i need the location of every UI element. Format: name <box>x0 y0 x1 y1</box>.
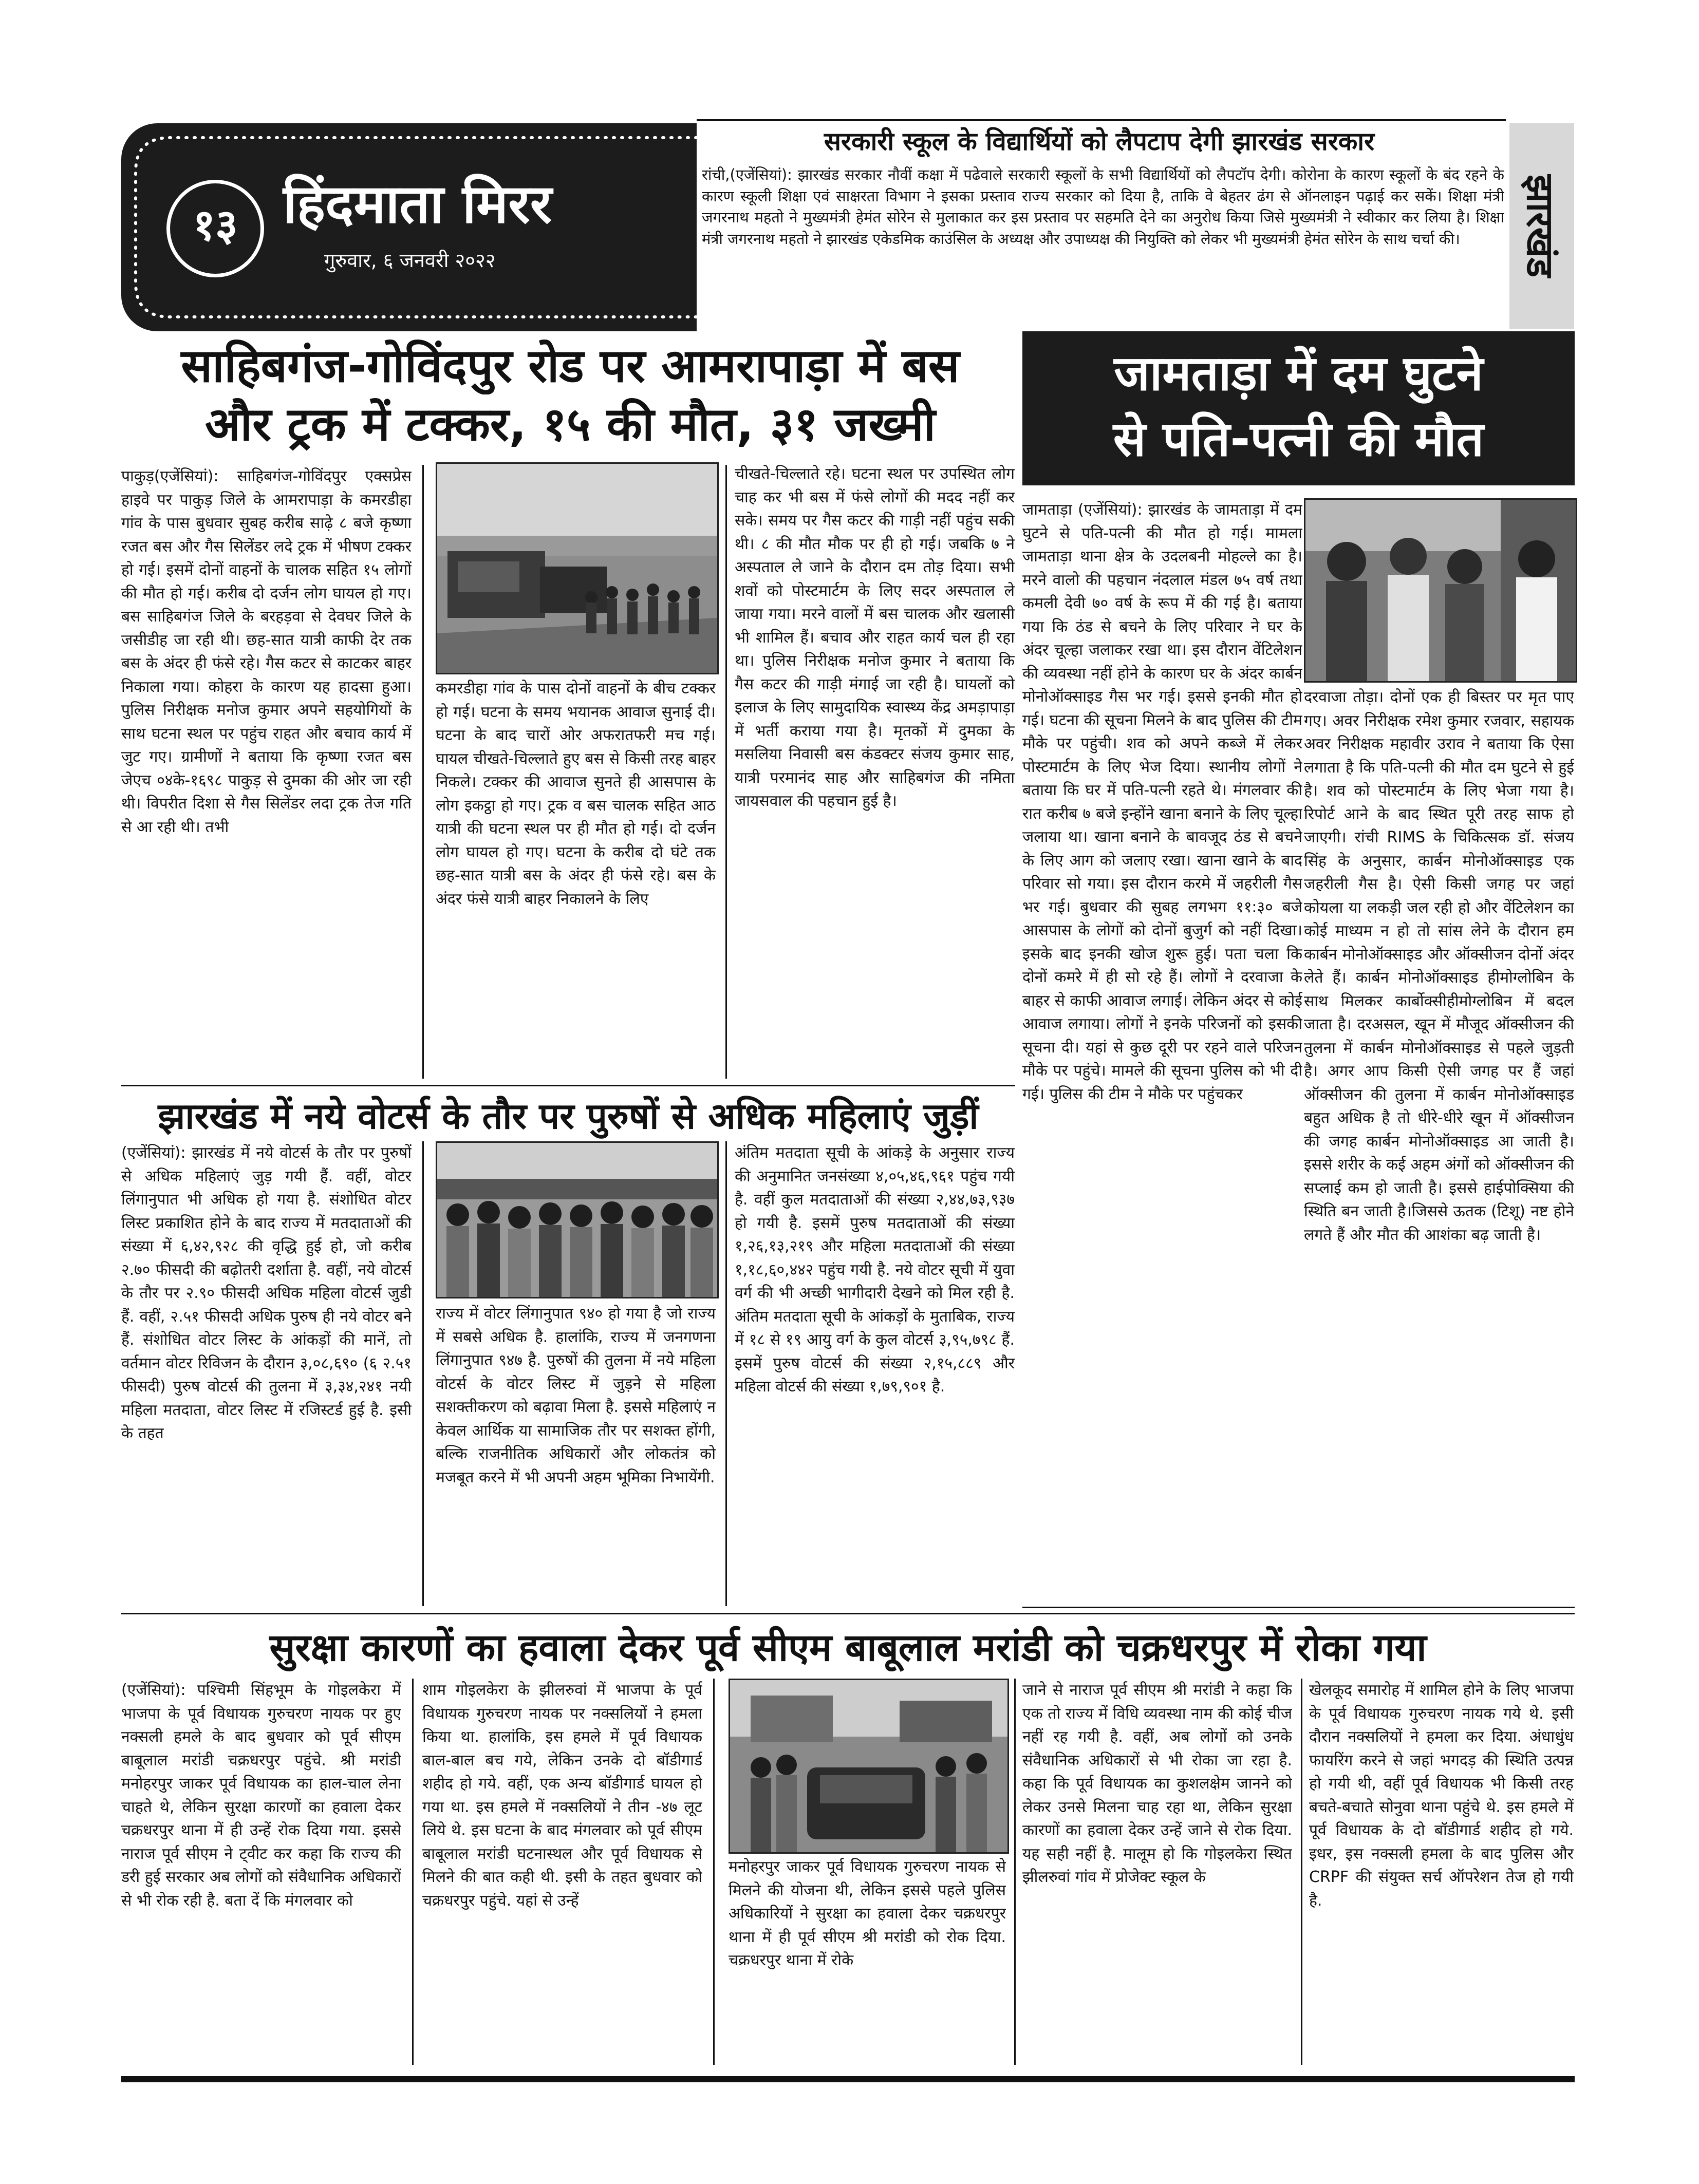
section-label: झारखंड <box>1519 175 1562 277</box>
story1-headline-line1: साहिबगंज-गोविंदपुर रोड पर आमरापाड़ा में बस <box>181 339 960 393</box>
story4-col5: खेलकूद समारोह में शामिल होने के लिए भाजपा के पूर्व विधायक गुरुचरण नायक गये थे. इसी दौरान नक्सलियों ने हमला कर दिया. अंधाधुंध फायरिंग करने से जहां भगदड़ की स्थिति उत्पन्न हो गयी थी, वहीं पूर्व विधायक भी किसी तरह बचते-बचाते सोनुवा थाना पहुंचे थे. इस हमले में पूर्व विधायक के दो बॉडीगार्ड शहीद हो गये. इधर, इस नक्सली हमला के बाद पुलिस और CRPF की संयुक्त सर्च ऑपरेशन तेज हो गयी है. <box>1309 1681 1574 1910</box>
column-rule <box>1014 1679 1016 2065</box>
story4-headline: सुरक्षा कारणों का हवाला देकर पूर्व सीएम बाबूलाल मरांडी को चक्रधरपुर में रोका गया <box>269 1626 1427 1670</box>
brief-headline: सरकारी स्कूल के विद्यार्थियों को लैपटाप देगी झारखंड सरकार <box>824 127 1375 156</box>
section-label-box <box>1509 123 1574 329</box>
story3-bottom-rule <box>121 1613 1575 1614</box>
story3-col1: (एजेंसियां): झारखंड में नये वोटर्स के तौर पर पुरुषों से अधिक महिलाएं जुड़ गयी हैं. वहीं, वोटर लिंगानुपात भी अधिक हो गया है. संशोधित वोटर लिस्ट प्रकाशित होने के बाद राज्य में मतदाताओं की संख्या में ६,४२,९२८ की वृद्धि हुई हो, जो करीब २.७० फीसदी की बढ़ोतरी दर्शाता है. वहीं, नये वोटर्स के तौर पर २.९० फीसदी अधिक महिला वोटर्स जुडी हैं. वहीं, २.५१ फीसदी अधिक पुरुष ही नये वोटर बने हैं. संशोधित वोटर लिस्ट के आंकड़ों की मानें, तो वर्तमान वोटर रिविजन के दौरान ३,०८,६९० (६ २.५१ फीसदी) पुरुष वोटर्स की तुलना में ३,३४,२४१ नयी महिला मतदाता, वोटर लिस्ट में रजिस्टर्ड हुई है. इसी के तहत <box>121 1144 412 1442</box>
bus-truck-accident-photo <box>436 462 719 674</box>
column-rule <box>725 1141 727 1606</box>
police-station-photo <box>729 1679 1009 1854</box>
story3-col3: अंतिम मतदाता सूची के आंकड़े के अनुसार राज्य की अनुमानित जनसंख्या ४,०५,४६,९६१ पहुंच गयी है. वहीं कुल मतदाताओं की संख्या २,४४,७३,९३७ हो गयी है. इसमें पुरुष मतदाताओं की संख्या १,२६,१३,२१९ और महिला मतदाताओं की संख्या १,१८,६०,४४२ पहुंच गयी है. नये वोटर सूची में युवा वर्ग की भी अच्छी भागीदारी देखने को मिल रही है. अंतिम मतदाता सूची के आंकड़ों के मुताबिक, राज्य में १८ से १९ आयु वर्ग के कुल वोटर्स ३,९५,७९८ हैं. इसमें पुरुष वोटर्स की संख्या २,१५,८८९ और महिला वोटर्स की संख्या १,७९,९०१ है. <box>735 1144 1015 1396</box>
story1-col3: चीखते-चिल्लाते रहे। घटना स्थल पर उपस्थित लोग चाह कर भी बस में फंसे लोगों की मदद नहीं कर सके। समय पर गैस कटर की गाड़ी नहीं पहुंच सकी थी। ८ की मौत मौक पर ही हो गई। जबकि ७ ने अस्पताल ले जाने के दौरान दम तोड़ दिया। सभी शवों को पोस्टमार्टम के लिए सदर अस्पताल ले जाया गया। मरने वालों में बस चालक और खलासी भी शामिल हैं। बचाव और राहत कार्य चल ही रहा था। पुलिस निरीक्षक मनोज कुमार ने बताया कि गैस कटर की गाड़ी मंगाई जा रही है। घायलों को इलाज के लिए सामुदायिक स्वास्थ्य केंद्र अमड़ापाड़ा में भर्ती कराया गया है। मृतकों में दुमका के मसलिया निवासी बस कंडक्टर संजय कुमार साह, यात्री परमानंद साह और साहिबगंज की नमिता जायसवाल की पहचान हुई है। <box>735 465 1015 810</box>
story2-headline-line2: से पति-पत्नी की मौत <box>1113 411 1484 467</box>
page-number: १३ <box>193 200 238 250</box>
issue-date: गुरुवार, ६ जनवरी २०२२ <box>324 249 496 272</box>
masthead <box>121 123 697 331</box>
story2-col1: जामताड़ा (एजेंसियां): झारखंड के जामताड़ा में दम घुटने से पति-पत्नी की मौत हो गई। मामला जामताड़ा थाना क्षेत्र के उदलबनी मोहल्ले का है। मरने वालो की पहचान नंदलाल मंडल ७५ वर्ष तथा कमली देवी ७० वर्ष के रूप में की गई है। बताया गया कि ठंड से बचने के लिए परिवार ने घर के अंदर चूल्हा जलाकर रखा था। इस दौरान वेंटिलेशन की व्यवस्था नहीं होने के कारण घर के अंदर कार्बन मोनोऑक्साइड गैस भर गई। इससे इनकी मौत हो गई। घटना की सूचना मिलने के बाद पुलिस की टीम मौके पर पहुंची। शव को अपने कब्जे में लेकर पोस्टमार्टम के लिए भेज दिया। स्थानीय लोगों ने बताया कि घर में पति-पत्नी रहते थे। मंगलवार की रात करीब ७ बजे इन्होंने खाना बनाने के लिए चूल्हा जलाया था। खाना बनाने के बावजूद ठंड से बचने के लिए आग को जलाए रखा। खाना खाने के बाद परिवार सो गया। इस दौरान करमे में जहरीली गैस भर गई। बुधवार की सुबह लगभग ११:३० बजे आसपास के लोगों को दोनों बुजुर्ग को नहीं दिखा। इसके बाद इनकी खोज शुरू हुई। पता चला कि दोनों कमरे में ही सो रहे हैं। लोगों ने दरवाजा के बाहर से काफी आवाज लगाई। लेकिन अंदर से कोई आवाज लगाया। लोगों ने इनके परिजनों को इसकी सूचना दी। यहां से कुछ दूरी पर रहने वाले परिजन मौके पर पहुंचे। मामले की सूचना पुलिस को भी दी गई। पुलिस की टीम ने मौके पर पहुंचकर <box>1022 501 1302 1103</box>
story2-bottom-rule <box>1022 1607 1575 1608</box>
column-rule <box>422 465 424 1079</box>
story1-bottom-rule <box>121 1085 1015 1086</box>
story4-col2: शाम गोइलकेरा के झीलरुवां में भाजपा के पूर्व विधायक गुरुचरण नायक पर नक्सलियों ने हमला किया था. हालांकि, इस हमले में पूर्व विधायक बाल-बाल बच गये, लेकिन उनके दो बॉडीगार्ड शहीद हो गये. वहीं, एक अन्य बॉडीगार्ड घायल हो गया था. इस हमले में नक्सलियों ने तीन -४७ लूट लिये थे. इस घटना के बाद मंगलवार को पूर्व सीएम बाबूलाल मरांडी घटनास्थल और पूर्व विधायक से मिलने की बात कही थी. इसी के तहत बुधवार को चक्रधरपुर पहुंचे. यहां से उन्हें <box>422 1681 702 1910</box>
story1-caption: कमरडीहा गांव के पास दोनों वाहनों के बीच टक्कर हो गई। घटना के समय भयानक आवाज सुनाई दी। घटना के बाद चारों ओर अफरातफरी मच गई। घायल चीखते-चिल्लाते हुए बस से किसी तरह बाहर निकले। टक्कर की आवाज सुनते ही आसपास के लोग इकट्ठा हो गए। ट्रक व बस चालक सहित आठ यात्री की घटना स्थल पर ही मौत हो गई। दो दर्जन लोग घायल हो गए। घटना के करीब दो घंटे तक छह-सात यात्री बस के अंदर ही फंसे रहे। बस के अंदर फंसे यात्री बाहर निकालने के लिए <box>436 680 716 908</box>
story3-caption: राज्य में वोटर लिंगानुपात ९४० हो गया है जो राज्य में सबसे अधिक है. हालांकि, राज्य में जनगणना लिंगानुपात ९४७ है. पुरुषों की तुलना में नये महिला वोटर्स के वोटर लिस्ट में जुड़ने से महिला सशक्तीकरण को बढ़ावा मिला है. इससे महिलाएं न केवल आर्थिक या सामाजिक तौर पर सशक्त होंगी, बल्कि राजनीतिक अधिकारों और लोकतंत्र को मजबूत करने में भी अपनी अहम भूमिका निभायेंगी. <box>436 1305 716 1486</box>
story4-col4: जाने से नाराज पूर्व सीएम श्री मरांडी ने कहा कि एक तो राज्य में विधि व्यवस्था नाम की कोई चीज नहीं रह गयी है. वहीं, अब लोगों को उनके संवैधानिक अधिकारों से भी रोका जा रहा है. कहा कि पूर्व विधायक का कुशलक्षेम जानने को लेकर उनसे मिलना चाह रहा था, लेकिन सुरक्षा कारणों का हवाला देकर उन्हें जाने से रोक दिया. यह सही नहीं है. मालूम हो कि गोइलकेरा स्थित झीलरुवां गांव में प्रोजेक्ट स्कूल के <box>1022 1681 1292 1886</box>
story1-headline-line2: और ट्रक में टक्कर, १५ की मौत, ३१ जख्मी <box>205 398 936 451</box>
column-rule <box>422 1141 424 1606</box>
column-rule <box>412 1679 414 2065</box>
page-footer-rule <box>121 2076 1575 2082</box>
brief-body: रांची,(एजेंसियां): झारखंड सरकार नौवीं कक्षा में पढेवाले सरकारी स्कूलों के सभी विद्यार्थियों को लैपटॉप देगी। कोरोना के कारण स्कूलों के बंद रहने के कारण स्कूली शिक्षा एवं साक्षरता विभाग ने इसका प्रस्ताव राज्य सरकार को दिया है, ताकि वे बेहतर ढंग से ऑनलाइन पढ़ाई कर सकें। शिक्षा मंत्री जगरनाथ महतो ने मुख्यमंत्री हेमंत सोरेन से मुलाकात कर इस प्रस्ताव पर सहमति देने का अनुरोध किया जिसे मुख्यमंत्री ने स्वीकार कर लिया है। शिक्षा मंत्री जगरनाथ महतो ने झारखंड एकेडमिक काउंसिल के अध्यक्ष और उपाध्यक्ष की नियुक्ति को लेकर भी मुख्यमंत्री हेमंत सोरेन के साथ चर्चा की। <box>702 166 1504 248</box>
brief-rule-top <box>697 119 1506 121</box>
column-rule <box>713 1679 715 2065</box>
story1-col1: पाकुड़(एजेंसियां): साहिबगंज-गोविंदपुर एक्सप्रेस हाइवे पर पाकुड़ जिले के आमरापाड़ा के कमरडीहा गांव के पास बुधवार सुबह करीब साढ़े ८ बजे कृष्णा रजत बस और गैस सिलेंडर लदे ट्रक में भीषण टक्कर हो गई। इसमें दोनों वाहनों के चालक सहित १५ लोगों की मौत हो गई। करीब दो दर्जन लोग घायल हो गए। बस साहिबगंज जिले के बरहड़वा से देवघर जिले के जसीडीह जा रही थी। छह-सात यात्री काफी देर तक बस के अंदर ही फंसे रहे। गैस कटर से काटकर बाहर निकाला गया। कोहरा के कारण यह हादसा हुआ। पुलिस निरीक्षक मनोज कुमार अपने सहयोगियों के साथ घटना स्थल पर पहुंच राहत और बचाव कार्य में जुट गए। ग्रामीणों ने बताया कि कृष्णा रजत बस जेएच ०४के-१६९८ पाकुड़ से दुमका की ओर जा रही थी। विपरीत दिशा से गैस सिलेंडर लदा ट्रक तेज गति से आ रही थी। तभी <box>121 467 412 836</box>
newspaper-title: हिंदमाता मिरर <box>283 173 552 235</box>
story4-col1: (एजेंसियां): पश्चिमी सिंहभूम के गोइलकेरा में भाजपा के पूर्व विधायक गुरुचरण नायक पर हुए नक्सली हमले के बाद बुधवार को पूर्व सीएम बाबूलाल मरांडी चक्रधरपुर पहुंचे. श्री मरांडी मनोहरपुर जाकर पूर्व विधायक का हाल-चाल लेना चाहते थे, लेकिन सुरक्षा कारणों का हवाला देकर चक्रधरपुर थाना में ही उन्हें रोक दिया गया. इससे नाराज पूर्व सीएम ने ट्वीट कर कहा कि राज्य की डरी हुई सरकार अब लोगों को संवैधानिक अधिकारों से भी रोक रही है. बता दें कि मंगलवार को <box>121 1681 401 1910</box>
jamtara-incident-photo <box>1304 498 1577 683</box>
column-rule <box>725 465 727 1079</box>
story2-headline-box <box>1022 331 1575 485</box>
voters-queue-photo <box>436 1141 719 1298</box>
story2-col2: दरवाजा तोड़ा। दोनों एक ही बिस्तर पर मृत पाए गए। अवर निरीक्षक रमेश कुमार रजवार, सहायक अवर निरीक्षक महावीर उराव ने बताया कि ऐसा लगाता है कि पति-पत्नी की मौत दम घुटने से हुई है। शव को पोस्टमार्टम के लिए भेजा गया है। रिपोर्ट आने के बाद स्थित पूरी तरह साफ हो जाएगी। रांची RIMS के चिकित्सक डॉ. संजय सिंह के अनुसार, कार्बन मोनोऑक्साइड एक जहरीली गैस है। ऐसी किसी जगह पर जहां कोयला या लकड़ी जल रही हो और वेंटिलेशन का कोई माध्यम न हो तो सांस लेने के दौरान हम कार्बन मोनोऑक्साइड और ऑक्सीजन दोनों अंदर लेते हैं। कार्बन मोनोऑक्साइड हीमोग्लोबिन के साथ मिलकर कार्बोक्सीहीमोग्लोबिन में बदल जाता है। दरअसल, खून में मौजूद ऑक्सीजन की तुलना में कार्बन मोनोऑक्साइड से पहले जुड़ती है। अगर आप किसी ऐसी जगह पर हैं जहां ऑक्सीजन की तुलना में कार्बन मोनोऑक्साइड बहुत अधिक है तो धीरे-धीरे खून में ऑक्सीजन की जगह कार्बन मोनोऑक्साइड आ जाती है। इससे शरीर के कई अहम अंगों को ऑक्सीजन की सप्लाई कम हो जाती है। इससे हाईपोक्सिया की स्थिति बन जाती है।जिससे ऊतक (टिशू) नष्ट होने लगते हैं और मौत की आशंका बढ़ जाती है। <box>1304 688 1574 1244</box>
column-rule <box>1301 1679 1302 2065</box>
story2-headline-line1: जामताड़ा में दम घुटने <box>1114 346 1483 402</box>
story4-caption: मनोहरपुर जाकर पूर्व विधायक गुरुचरण नायक से मिलने की योजना थी, लेकिन इससे पहले पुलिस अधिकारियों ने सुरक्षा का हवाला देकर चक्रधरपुर थाना में ही पूर्व सीएम श्री मरांडी को रोक दिया. चक्रधरपुर थाना में रोके <box>729 1858 1006 1969</box>
story3-headline: झारखंड में नये वोटर्स के तौर पर पुरुषों से अधिक महिलाएं जुड़ीं <box>158 1095 979 1137</box>
